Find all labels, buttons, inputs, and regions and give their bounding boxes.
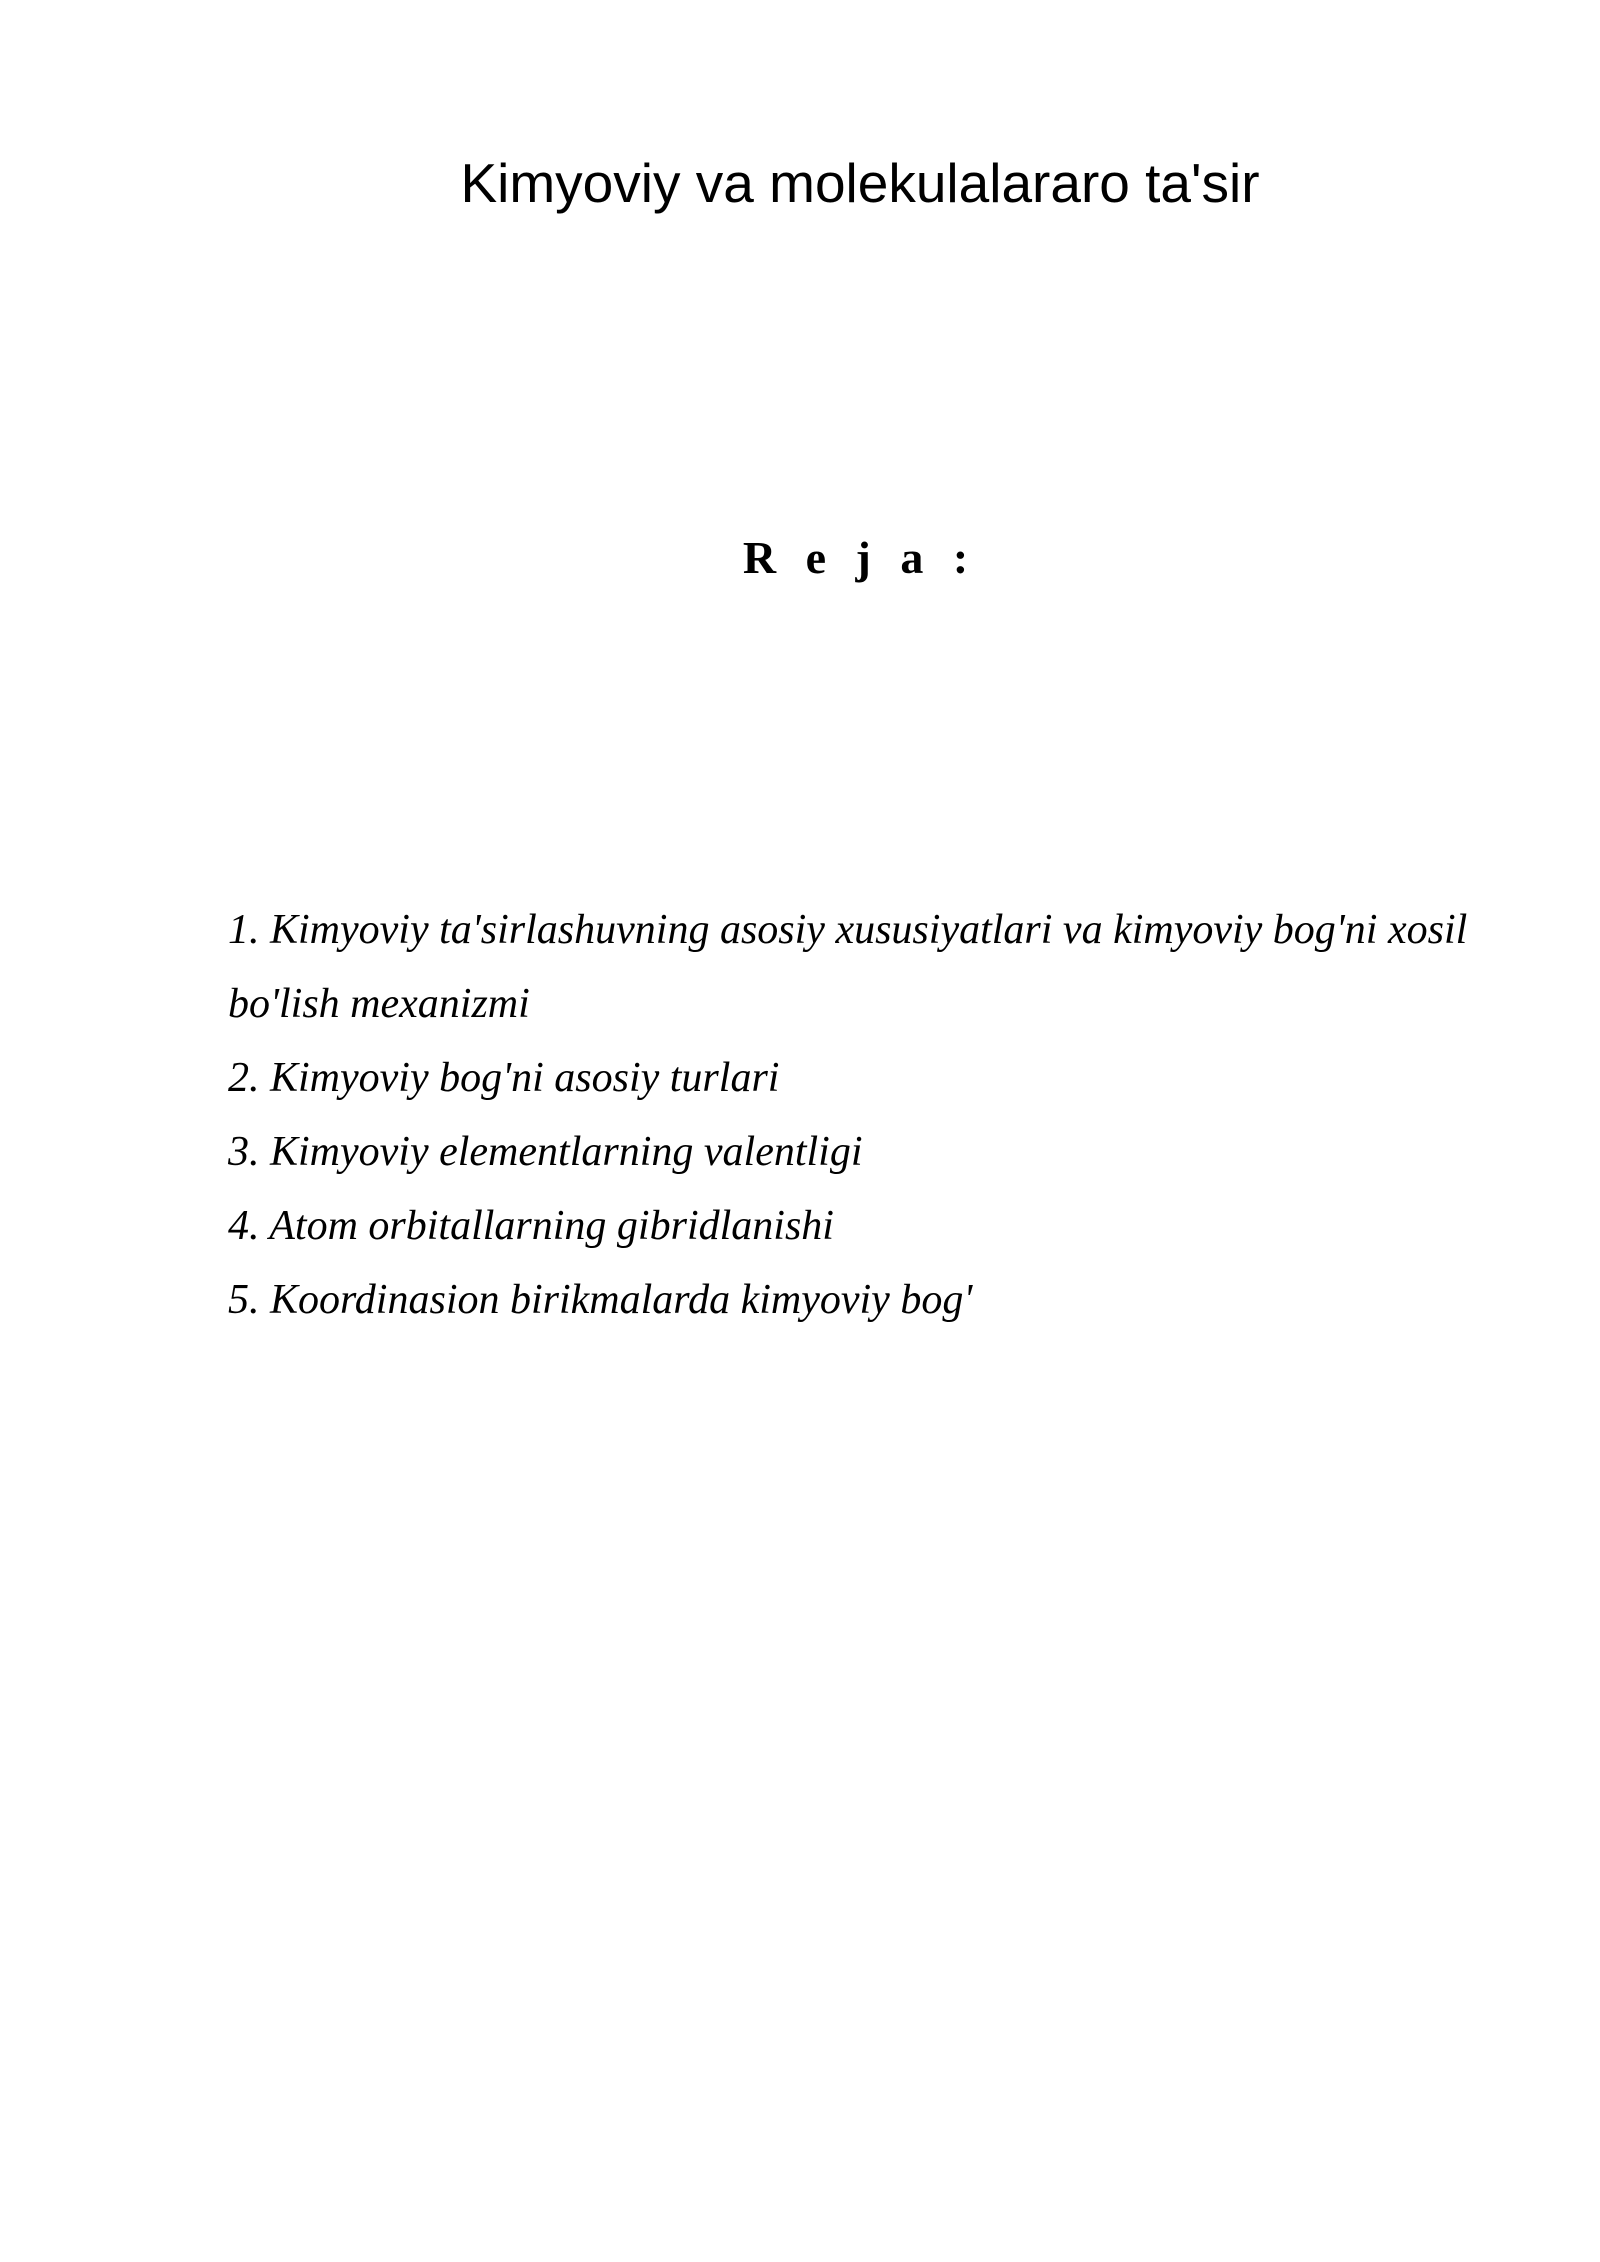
plan-item: 5. Koordinasion birikmalarda kimyoviy bog' [228, 1277, 973, 1323]
plan-item: 2. Kimyoviy bog'ni asosiy turlari [228, 1055, 780, 1101]
plan-item: 4. Atom orbitallarning gibridlanishi [228, 1203, 834, 1249]
plan-item: 1. Kimyoviy ta'sirlashuvning asosiy xususiyatlari va kimyoviy bog'ni xosil bo'lish mexanizmi [228, 907, 1468, 1027]
plan-list [228, 893, 1468, 1337]
plan-heading-area [0, 480, 1600, 640]
document-title: Kimyoviy va molekulalararo ta'sir [460, 152, 1260, 214]
plan-item: 3. Kimyoviy elementlarning valentligi [228, 1129, 863, 1175]
plan-heading: R e j a : [742, 532, 978, 583]
title-area [0, 0, 1600, 300]
